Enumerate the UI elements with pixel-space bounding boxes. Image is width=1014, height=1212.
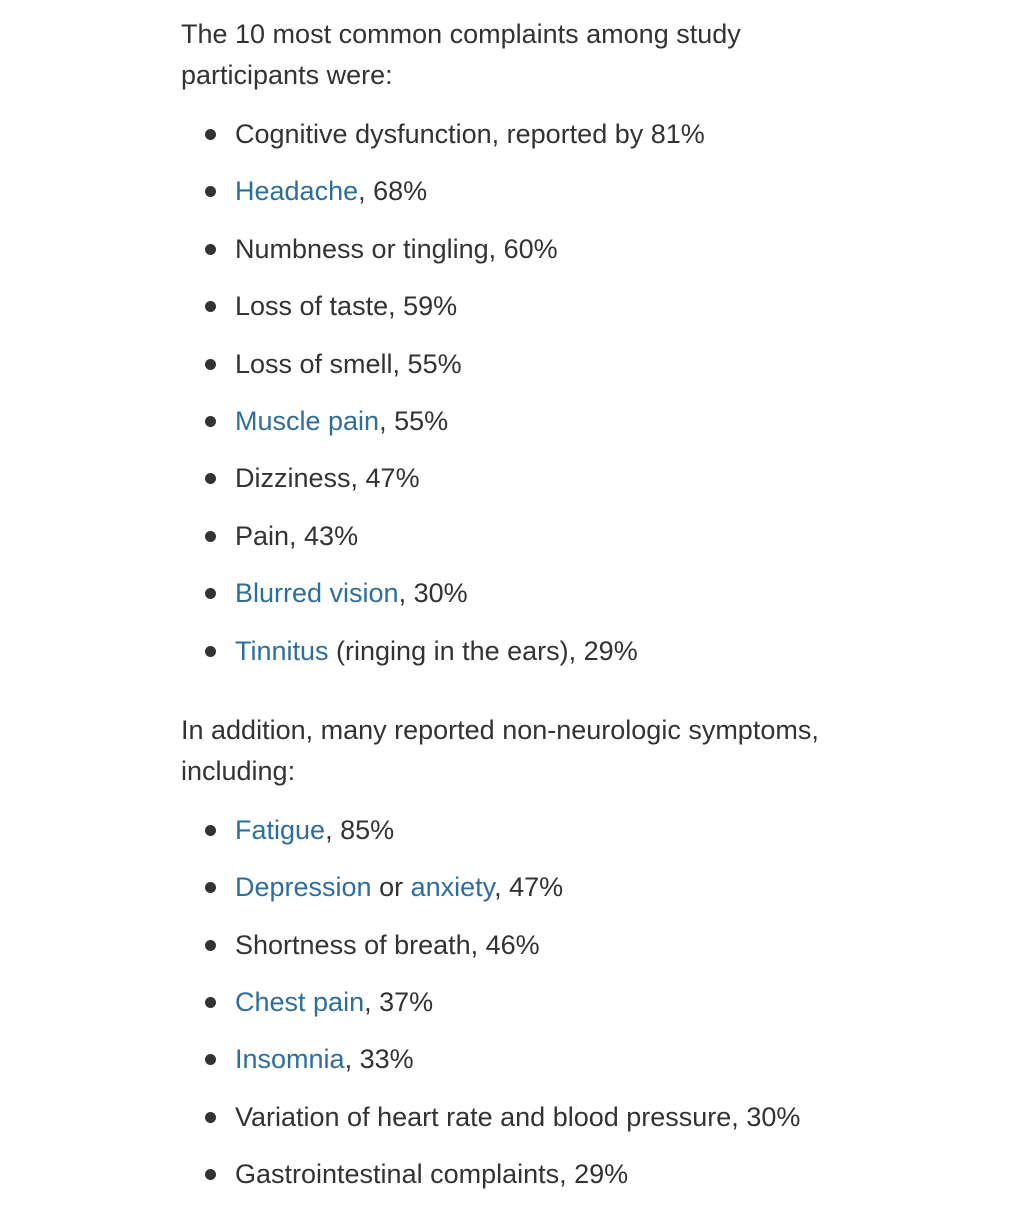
list-item [181,925,861,982]
symptom-link-headache[interactable]: Headache [235,176,359,207]
symptom-link-muscle-pain[interactable]: Muscle pain [235,405,380,436]
symptom-text: , 30% [398,578,468,609]
symptom-link-insomnia[interactable]: Insomnia [235,1044,345,1075]
bullet-icon [205,359,216,370]
list-item [181,573,861,630]
symptom-text: Dizziness, 47% [235,463,420,494]
list-item [181,401,861,458]
symptom-text: Gastrointestinal complaints, 29% [235,1159,629,1190]
symptom-text: Numbness or tingling, 60% [235,233,558,264]
list-item [181,1154,861,1211]
symptom-text: , 68% [358,176,428,207]
bullet-icon [205,1169,216,1180]
symptom-link-anxiety[interactable]: anxiety [410,872,495,903]
symptom-text: , 47% [494,872,564,903]
bullet-icon [205,186,216,197]
symptom-text: Loss of smell, 55% [235,348,462,379]
symptom-text-connector: or [371,872,411,903]
bullet-icon [205,301,216,312]
addition-paragraph: In addition, many reported non-neurologic symptoms, including: [181,714,819,786]
bullet-icon [205,940,216,951]
non-neurologic-symptoms-list [181,810,861,1212]
list-item [181,516,861,573]
list-item [181,631,861,688]
bullet-icon [205,588,216,599]
symptom-link-blurred-vision[interactable]: Blurred vision [235,578,399,609]
symptom-link-fatigue[interactable]: Fatigue [235,814,326,845]
intro-paragraph: The 10 most common complaints among study participants were: [181,19,741,90]
bullet-icon [205,473,216,484]
bullet-icon [205,531,216,542]
bullet-icon [205,1054,216,1065]
list-item [181,810,861,867]
bullet-icon [205,646,216,657]
list-item [181,171,861,228]
bullet-icon [205,416,216,427]
bullet-icon [205,1112,216,1123]
bullet-icon [205,129,216,140]
symptom-text: , 37% [364,987,434,1018]
bullet-icon [205,825,216,836]
list-item [181,458,861,515]
bullet-icon [205,997,216,1008]
list-item [181,982,861,1039]
symptom-text: , 85% [325,814,395,845]
list-item [181,114,861,171]
symptom-text: Variation of heart rate and blood pressure, 30% [235,1101,801,1132]
article-body [181,14,861,1212]
symptom-link-depression[interactable]: Depression [235,872,372,903]
list-item [181,1097,861,1154]
symptom-text: Pain, 43% [235,520,359,551]
symptom-link-chest-pain[interactable]: Chest pain [235,987,365,1018]
symptom-text: Cognitive dysfunction, reported by 81% [235,119,705,149]
neurologic-symptoms-list [181,114,861,688]
symptom-text: , 55% [379,405,449,436]
list-item [181,867,861,924]
symptom-text: , 33% [344,1044,414,1075]
symptom-text: Loss of taste, 59% [235,291,458,322]
list-item [181,286,861,343]
list-item [181,344,861,401]
list-item [181,1039,861,1096]
symptom-text: (ringing in the ears), 29% [328,635,638,666]
symptom-text: Shortness of breath, 46% [235,929,540,960]
bullet-icon [205,244,216,255]
bullet-icon [205,882,216,893]
symptom-link-tinnitus[interactable]: Tinnitus [235,635,329,666]
list-item [181,229,861,286]
